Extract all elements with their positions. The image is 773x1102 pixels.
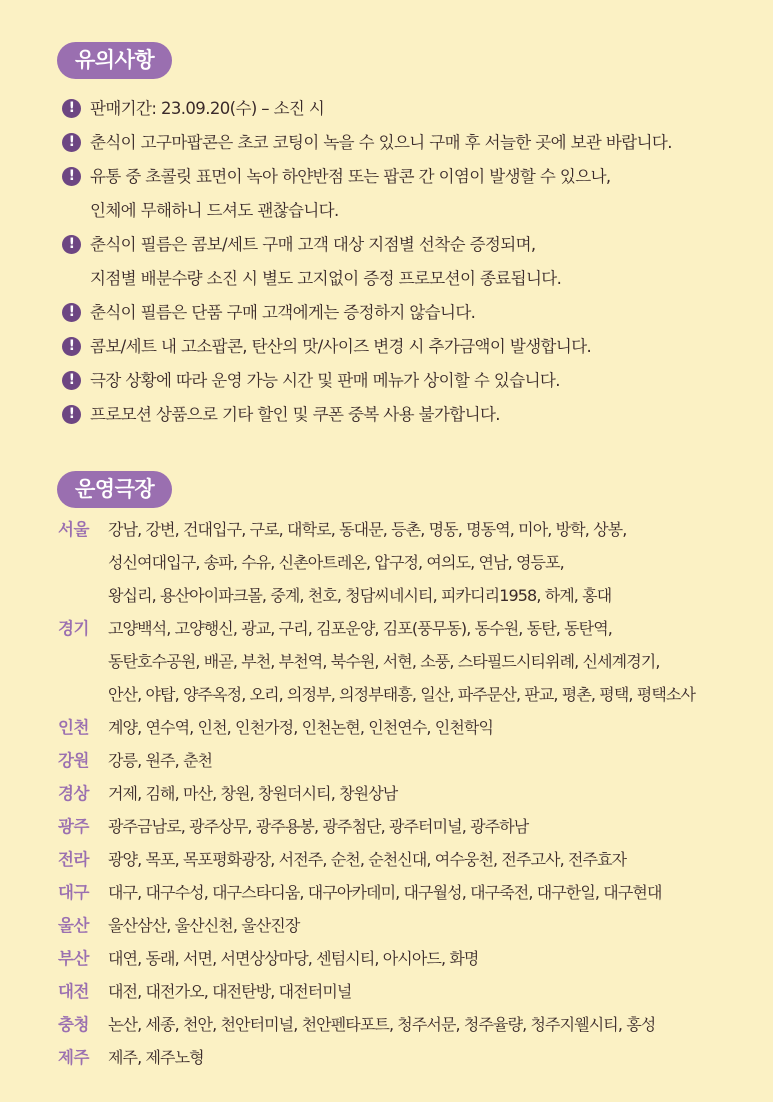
theater-names: 제주, 제주노형 bbox=[108, 1048, 204, 1067]
theater-names: 계양, 연수역, 인천, 인천가정, 인천논현, 인천연수, 인천학익 bbox=[108, 718, 494, 737]
theater-names: 왕십리, 용산아이파크몰, 중계, 천호, 청담씨네시티, 피카디리1958, 하계, 홍대 bbox=[108, 586, 612, 605]
theater-names: 동탄호수공원, 배곧, 부천, 부천역, 북수원, 서현, 소풍, 스타필드시티위례, 신세계경기, bbox=[108, 652, 660, 671]
region-theater-list bbox=[108, 711, 753, 744]
theater-names: 대전, 대전가오, 대전탄방, 대전터미널 bbox=[108, 982, 352, 1001]
theaters-section-title: 운영극장 bbox=[57, 471, 172, 508]
exclamation-circle-icon: ! bbox=[62, 99, 81, 118]
theater-names: 광주금남로, 광주상무, 광주용봉, 광주첨단, 광주터미널, 광주하남 bbox=[108, 817, 529, 836]
theater-names: 안산, 야탑, 양주옥정, 오리, 의정부, 의정부태흥, 일산, 파주문산, 판교, 평촌, 평택, 평택소사 bbox=[108, 685, 695, 704]
theater-region bbox=[58, 975, 753, 1008]
theater-region bbox=[58, 942, 753, 975]
notice-item-text: 인체에 무해하니 드셔도 괜찮습니다. bbox=[90, 201, 339, 220]
region-name: 대구 bbox=[58, 883, 89, 902]
notice-item-text: 프로모션 상품으로 기타 할인 및 쿠폰 중복 사용 불가합니다. bbox=[90, 405, 500, 424]
region-theater-list bbox=[108, 744, 753, 777]
region-theater-list bbox=[108, 777, 753, 810]
theater-names: 대연, 동래, 서면, 서면상상마당, 센텀시티, 아시아드, 화명 bbox=[108, 949, 479, 968]
region-theater-list bbox=[108, 810, 753, 843]
theater-region bbox=[58, 711, 753, 744]
theater-region bbox=[58, 513, 753, 612]
theater-region bbox=[58, 777, 753, 810]
notice-item bbox=[62, 126, 743, 160]
region-theater-list bbox=[108, 1041, 753, 1074]
notice-item bbox=[62, 330, 743, 364]
theater-names: 강릉, 원주, 춘천 bbox=[108, 751, 213, 770]
region-name: 경기 bbox=[58, 619, 89, 638]
exclamation-circle-icon: ! bbox=[62, 167, 81, 186]
region-name: 부산 bbox=[58, 949, 89, 968]
region-name: 대전 bbox=[58, 982, 89, 1001]
exclamation-circle-icon: ! bbox=[62, 303, 81, 322]
notice-item-text: 춘식이 필름은 단품 구매 고객에게는 증정하지 않습니다. bbox=[90, 303, 476, 322]
notice-item-text: 극장 상황에 따라 운영 가능 시간 및 판매 메뉴가 상이할 수 있습니다. bbox=[90, 371, 560, 390]
region-theater-list bbox=[108, 909, 753, 942]
exclamation-circle-icon: ! bbox=[62, 337, 81, 356]
region-theater-list bbox=[108, 513, 753, 612]
exclamation-circle-icon: ! bbox=[62, 235, 81, 254]
notice-item-text: 유통 중 초콜릿 표면이 녹아 하얀반점 또는 팝콘 간 이염이 발생할 수 있으나, bbox=[90, 167, 611, 186]
theater-region bbox=[58, 810, 753, 843]
region-name: 전라 bbox=[58, 850, 89, 869]
theater-names: 거제, 김해, 마산, 창원, 창원더시티, 창원상남 bbox=[108, 784, 398, 803]
region-name: 광주 bbox=[58, 817, 89, 836]
theater-region bbox=[58, 1041, 753, 1074]
region-theater-list bbox=[108, 843, 753, 876]
theater-names: 논산, 세종, 천안, 천안터미널, 천안펜타포트, 청주서문, 청주율량, 청주지웰시티, 홍성 bbox=[108, 1015, 656, 1034]
region-name: 서울 bbox=[58, 520, 89, 539]
exclamation-circle-icon: ! bbox=[62, 133, 81, 152]
region-name: 강원 bbox=[58, 751, 89, 770]
region-theater-list bbox=[108, 876, 753, 909]
region-theater-list bbox=[108, 942, 753, 975]
region-theater-list bbox=[108, 1008, 753, 1041]
theater-names: 고양백석, 고양행신, 광교, 구리, 김포운양, 김포(풍무동), 동수원, 동탄, 동탄역, bbox=[108, 619, 612, 638]
theater-region-list bbox=[58, 513, 753, 1074]
notice-item bbox=[62, 398, 743, 432]
region-theater-list bbox=[108, 612, 753, 711]
notice-item bbox=[62, 92, 743, 126]
theater-names: 성신여대입구, 송파, 수유, 신촌아트레온, 압구정, 여의도, 연남, 영등포, bbox=[108, 553, 564, 572]
notice-item-text: 콤보/세트 내 고소팝콘, 탄산의 맛/사이즈 변경 시 추가금액이 발생합니다. bbox=[90, 337, 592, 356]
theater-region bbox=[58, 876, 753, 909]
notice-item bbox=[62, 160, 743, 228]
theater-names: 광양, 목포, 목포평화광장, 서전주, 순천, 순천신대, 여수웅천, 전주고사, 전주효자 bbox=[108, 850, 627, 869]
region-name: 제주 bbox=[58, 1048, 89, 1067]
region-name: 충청 bbox=[58, 1015, 89, 1034]
notice-item bbox=[62, 296, 743, 330]
exclamation-circle-icon: ! bbox=[62, 405, 81, 424]
region-theater-list bbox=[108, 975, 753, 1008]
theater-names: 울산삼산, 울산신천, 울산진장 bbox=[108, 916, 300, 935]
theater-names: 강남, 강변, 건대입구, 구로, 대학로, 동대문, 등촌, 명동, 명동역, 미아, 방학, 상봉, bbox=[108, 520, 627, 539]
region-name: 인천 bbox=[58, 718, 89, 737]
region-name: 울산 bbox=[58, 916, 89, 935]
theater-region bbox=[58, 744, 753, 777]
notice-item bbox=[62, 228, 743, 296]
theater-names: 대구, 대구수성, 대구스타디움, 대구아카데미, 대구월성, 대구죽전, 대구한일, 대구현대 bbox=[108, 883, 662, 902]
notice-item-text: 지점별 배분수량 소진 시 별도 고지없이 증정 프로모션이 종료됩니다. bbox=[90, 269, 562, 288]
notice-list bbox=[62, 92, 743, 432]
theater-region bbox=[58, 612, 753, 711]
region-name: 경상 bbox=[58, 784, 89, 803]
exclamation-circle-icon: ! bbox=[62, 371, 81, 390]
notice-item-text: 춘식이 필름은 콤보/세트 구매 고객 대상 지점별 선착순 증정되며, bbox=[90, 235, 536, 254]
theater-region bbox=[58, 1008, 753, 1041]
notice-section-title: 유의사항 bbox=[57, 42, 172, 79]
theater-region bbox=[58, 909, 753, 942]
notice-item bbox=[62, 364, 743, 398]
notice-item-text: 판매기간: 23.09.20(수) – 소진 시 bbox=[90, 99, 325, 118]
theater-region bbox=[58, 843, 753, 876]
notice-item-text: 춘식이 고구마팝콘은 초코 코팅이 녹을 수 있으니 구매 후 서늘한 곳에 보관 바랍니다. bbox=[90, 133, 672, 152]
